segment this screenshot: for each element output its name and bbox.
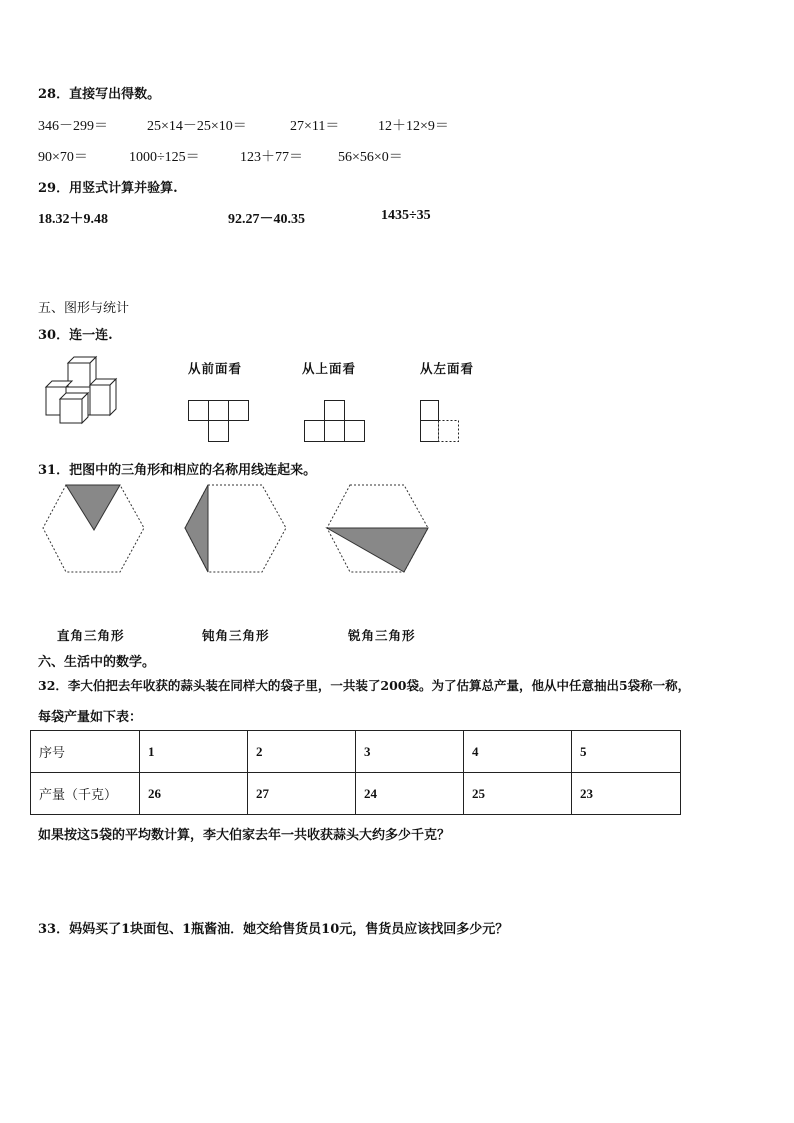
q28-expr: 27×11＝ [290, 119, 340, 134]
q31-title: 31．把图中的三角形和相应的名称用线连起来。 [38, 463, 317, 478]
table-cell: 1 [140, 731, 248, 773]
q32-question: 如果按这5袋的平均数计算，李大伯家去年一共收获蒜头大约多少千克？ [38, 828, 451, 843]
view-label-front: 从前面看 [188, 361, 243, 376]
table-cell: 4 [464, 731, 572, 773]
section-heading: 五、图形与统计 [38, 301, 130, 316]
view-label-top: 从上面看 [302, 361, 357, 376]
view-shape-left [420, 400, 464, 444]
table-cell: 2 [248, 731, 356, 773]
table-header-cell: 产量（千克） [31, 773, 140, 815]
triangle-name-acute: 锐角三角形 [348, 628, 416, 643]
hexagon-figure-3 [326, 484, 430, 576]
table-cell: 26 [140, 773, 248, 815]
triangle-name-obtuse: 钝角三角形 [202, 628, 270, 643]
q28-expr: 1000÷125＝ [129, 150, 200, 165]
table-header-cell: 序号 [31, 731, 140, 773]
q28-expr: 12＋12×9＝ [378, 119, 449, 134]
q28-expr: 90×70＝ [38, 150, 88, 165]
q29-item: 1435÷35 [381, 208, 431, 223]
q29-item: 18.32＋9.48 [38, 212, 108, 227]
table-cell: 5 [572, 731, 681, 773]
q29-item: 92.27－40.35 [228, 212, 305, 227]
q28-expr: 346－299＝ [38, 119, 108, 134]
table-row [31, 773, 681, 815]
q28-title: 28．直接写出得数。 [38, 87, 161, 102]
hexagon-figure-1 [42, 484, 146, 576]
table-cell: 24 [356, 773, 464, 815]
cube-stack-figure [42, 355, 142, 427]
q29-title: 29．用竖式计算并验算. [38, 181, 178, 196]
q33-text: 33．妈妈买了1块面包、1瓶酱油．她交给售货员10元，售货员应该找回多少元？ [38, 922, 509, 937]
table-cell: 23 [572, 773, 681, 815]
table-cell: 3 [356, 731, 464, 773]
q32-text-2: 每袋产量如下表： [38, 710, 143, 725]
yield-table [30, 730, 681, 815]
view-label-left: 从左面看 [420, 361, 475, 376]
view-shape-top [304, 400, 368, 444]
table-cell: 27 [248, 773, 356, 815]
q28-expr: 56×56×0＝ [338, 150, 403, 165]
q28-expr: 25×14－25×10＝ [147, 119, 247, 134]
triangle-name-right: 直角三角形 [57, 628, 125, 643]
table-row [31, 731, 681, 773]
q30-title: 30．连一连. [38, 328, 113, 343]
q28-expr: 123＋77＝ [240, 150, 303, 165]
q32-text: 32．李大伯把去年收获的蒜头装在同样大的袋子里，一共装了200袋。为了估算总产量，他从中任意抽出5袋称一称， [38, 678, 691, 693]
table-cell: 25 [464, 773, 572, 815]
section-heading: 六、生活中的数学。 [38, 655, 156, 670]
view-shape-front [188, 400, 252, 444]
hexagon-figure-2 [184, 484, 288, 576]
